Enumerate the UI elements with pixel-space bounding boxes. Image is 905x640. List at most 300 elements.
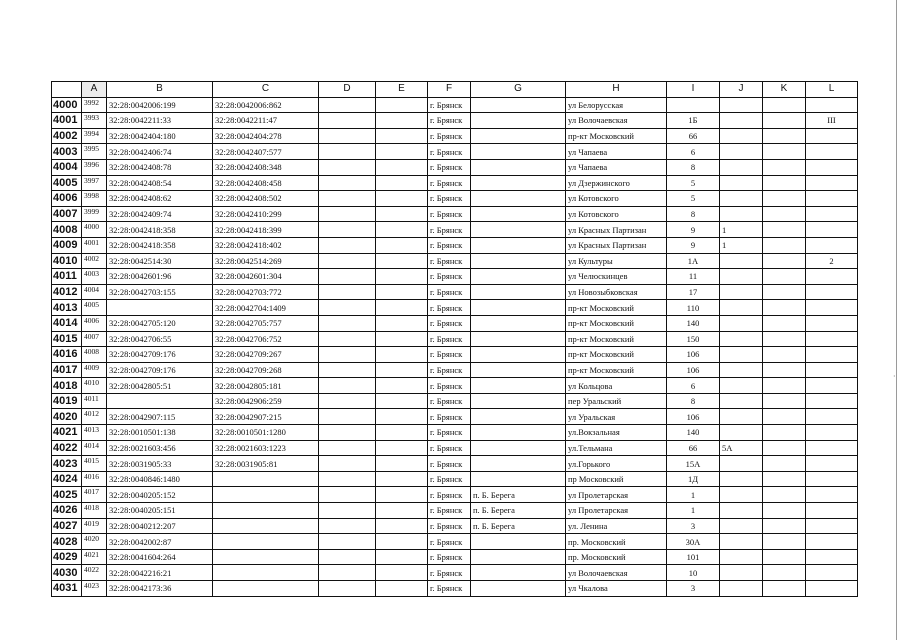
row-number[interactable]: 4029 xyxy=(52,549,82,565)
cell-c[interactable]: 32:28:0042601:304 xyxy=(213,269,319,285)
cell-l[interactable] xyxy=(806,425,858,441)
cell-d[interactable] xyxy=(319,269,376,285)
cell-h[interactable]: ул Белорусская xyxy=(566,97,667,113)
cell-c[interactable]: 32:28:0010501:1280 xyxy=(213,425,319,441)
cell-e[interactable] xyxy=(376,144,428,160)
cell-d[interactable] xyxy=(319,581,376,597)
cell-h[interactable]: ул Чапаева xyxy=(566,144,667,160)
row-number[interactable]: 4026 xyxy=(52,503,82,519)
cell-f[interactable]: г. Брянск xyxy=(428,128,471,144)
cell-l[interactable] xyxy=(806,284,858,300)
cell-c[interactable]: 32:28:0042906:259 xyxy=(213,393,319,409)
cell-f[interactable]: г. Брянск xyxy=(428,362,471,378)
column-header-h[interactable]: H xyxy=(566,82,667,98)
cell-j[interactable] xyxy=(720,409,763,425)
cell-b[interactable]: 32:28:0042216:21 xyxy=(107,565,213,581)
cell-j[interactable] xyxy=(720,331,763,347)
cell-k[interactable] xyxy=(763,393,806,409)
cell-h[interactable]: ул.Вокзальная xyxy=(566,425,667,441)
cell-l[interactable] xyxy=(806,237,858,253)
cell-f[interactable]: г. Брянск xyxy=(428,409,471,425)
cell-f[interactable]: г. Брянск xyxy=(428,300,471,316)
cell-j[interactable] xyxy=(720,378,763,394)
cell-d[interactable] xyxy=(319,237,376,253)
cell-l[interactable] xyxy=(806,97,858,113)
cell-e[interactable] xyxy=(376,425,428,441)
select-all-corner[interactable] xyxy=(52,82,82,98)
cell-c[interactable] xyxy=(213,518,319,534)
cell-j[interactable] xyxy=(720,191,763,207)
cell-l[interactable] xyxy=(806,362,858,378)
cell-k[interactable] xyxy=(763,534,806,550)
cell-g[interactable] xyxy=(471,425,566,441)
cell-k[interactable] xyxy=(763,113,806,129)
row-number[interactable]: 4031 xyxy=(52,581,82,597)
cell-e[interactable] xyxy=(376,206,428,222)
cell-d[interactable] xyxy=(319,253,376,269)
cell-j[interactable] xyxy=(720,315,763,331)
cell-b[interactable]: 32:28:0040846:1480 xyxy=(107,471,213,487)
cell-h[interactable]: пр Московский xyxy=(566,471,667,487)
cell-d[interactable] xyxy=(319,518,376,534)
cell-i[interactable]: 110 xyxy=(667,300,720,316)
cell-h[interactable]: пр. Московский xyxy=(566,534,667,550)
cell-k[interactable] xyxy=(763,269,806,285)
cell-k[interactable] xyxy=(763,300,806,316)
cell-g[interactable] xyxy=(471,206,566,222)
cell-f[interactable]: г. Брянск xyxy=(428,315,471,331)
cell-l[interactable] xyxy=(806,456,858,472)
cell-i[interactable]: 1Д xyxy=(667,471,720,487)
cell-a[interactable]: 4007 xyxy=(82,331,107,347)
cell-h[interactable]: ул Челюскинцев xyxy=(566,269,667,285)
cell-l[interactable]: 2 xyxy=(806,253,858,269)
cell-e[interactable] xyxy=(376,549,428,565)
cell-f[interactable]: г. Брянск xyxy=(428,113,471,129)
cell-j[interactable] xyxy=(720,269,763,285)
cell-c[interactable]: 32:28:0042805:181 xyxy=(213,378,319,394)
cell-i[interactable]: 1Б xyxy=(667,113,720,129)
cell-j[interactable] xyxy=(720,581,763,597)
cell-b[interactable] xyxy=(107,393,213,409)
cell-b[interactable]: 32:28:0042002:87 xyxy=(107,534,213,550)
cell-i[interactable]: 6 xyxy=(667,144,720,160)
cell-e[interactable] xyxy=(376,315,428,331)
cell-j[interactable] xyxy=(720,300,763,316)
cell-c[interactable]: 32:28:0042407:577 xyxy=(213,144,319,160)
cell-a[interactable]: 4004 xyxy=(82,284,107,300)
row-number[interactable]: 4020 xyxy=(52,409,82,425)
row-number[interactable]: 4009 xyxy=(52,237,82,253)
cell-b[interactable]: 32:28:0042709:176 xyxy=(107,362,213,378)
cell-j[interactable] xyxy=(720,284,763,300)
cell-f[interactable]: г. Брянск xyxy=(428,206,471,222)
row-number[interactable]: 4008 xyxy=(52,222,82,238)
cell-e[interactable] xyxy=(376,347,428,363)
cell-h[interactable]: ул Дзержинского xyxy=(566,175,667,191)
cell-d[interactable] xyxy=(319,471,376,487)
cell-h[interactable]: ул Красных Партизан xyxy=(566,222,667,238)
cell-i[interactable]: 8 xyxy=(667,206,720,222)
cell-g[interactable] xyxy=(471,97,566,113)
cell-g[interactable] xyxy=(471,347,566,363)
cell-d[interactable] xyxy=(319,487,376,503)
cell-j[interactable] xyxy=(720,159,763,175)
cell-a[interactable]: 3996 xyxy=(82,159,107,175)
row-number[interactable]: 4016 xyxy=(52,347,82,363)
column-header-i[interactable]: I xyxy=(667,82,720,98)
cell-g[interactable] xyxy=(471,534,566,550)
cell-k[interactable] xyxy=(763,191,806,207)
cell-j[interactable] xyxy=(720,253,763,269)
cell-g[interactable] xyxy=(471,362,566,378)
cell-c[interactable]: 32:28:0042709:268 xyxy=(213,362,319,378)
cell-b[interactable]: 32:28:0042404:180 xyxy=(107,128,213,144)
cell-i[interactable]: 1 xyxy=(667,503,720,519)
column-header-e[interactable]: E xyxy=(376,82,428,98)
cell-f[interactable]: г. Брянск xyxy=(428,440,471,456)
cell-k[interactable] xyxy=(763,456,806,472)
cell-f[interactable]: г. Брянск xyxy=(428,269,471,285)
row-number[interactable]: 4002 xyxy=(52,128,82,144)
cell-f[interactable]: г. Брянск xyxy=(428,534,471,550)
column-header-b[interactable]: B xyxy=(107,82,213,98)
cell-c[interactable]: 32:28:0042705:757 xyxy=(213,315,319,331)
row-number[interactable]: 4021 xyxy=(52,425,82,441)
cell-j[interactable] xyxy=(720,113,763,129)
cell-d[interactable] xyxy=(319,300,376,316)
cell-k[interactable] xyxy=(763,206,806,222)
cell-k[interactable] xyxy=(763,315,806,331)
cell-k[interactable] xyxy=(763,549,806,565)
cell-h[interactable]: ул Чапаева xyxy=(566,159,667,175)
cell-j[interactable] xyxy=(720,503,763,519)
cell-e[interactable] xyxy=(376,362,428,378)
cell-c[interactable]: 32:28:0042907:215 xyxy=(213,409,319,425)
row-number[interactable]: 4017 xyxy=(52,362,82,378)
cell-l[interactable] xyxy=(806,549,858,565)
cell-f[interactable]: г. Брянск xyxy=(428,331,471,347)
cell-d[interactable] xyxy=(319,534,376,550)
cell-c[interactable]: 32:28:0042418:399 xyxy=(213,222,319,238)
cell-d[interactable] xyxy=(319,456,376,472)
cell-e[interactable] xyxy=(376,284,428,300)
cell-d[interactable] xyxy=(319,331,376,347)
cell-i[interactable]: 9 xyxy=(667,222,720,238)
cell-l[interactable] xyxy=(806,175,858,191)
cell-f[interactable]: г. Брянск xyxy=(428,144,471,160)
cell-g[interactable] xyxy=(471,409,566,425)
row-number[interactable]: 4011 xyxy=(52,269,82,285)
cell-a[interactable]: 4020 xyxy=(82,534,107,550)
cell-g[interactable] xyxy=(471,144,566,160)
cell-i[interactable]: 66 xyxy=(667,440,720,456)
cell-l[interactable] xyxy=(806,159,858,175)
cell-c[interactable] xyxy=(213,549,319,565)
cell-h[interactable]: ул Волочаевская xyxy=(566,113,667,129)
cell-j[interactable] xyxy=(720,534,763,550)
cell-h[interactable]: ул Пролетарская xyxy=(566,503,667,519)
cell-e[interactable] xyxy=(376,534,428,550)
cell-b[interactable]: 32:28:0042709:176 xyxy=(107,347,213,363)
cell-b[interactable]: 32:28:0042706:55 xyxy=(107,331,213,347)
cell-b[interactable]: 32:28:0042907:115 xyxy=(107,409,213,425)
cell-a[interactable]: 4001 xyxy=(82,237,107,253)
cell-d[interactable] xyxy=(319,347,376,363)
cell-g[interactable] xyxy=(471,440,566,456)
cell-a[interactable]: 3995 xyxy=(82,144,107,160)
cell-d[interactable] xyxy=(319,425,376,441)
cell-l[interactable] xyxy=(806,128,858,144)
cell-f[interactable]: г. Брянск xyxy=(428,581,471,597)
cell-l[interactable] xyxy=(806,534,858,550)
cell-f[interactable]: г. Брянск xyxy=(428,503,471,519)
cell-h[interactable]: пр-кт Московский xyxy=(566,347,667,363)
cell-l[interactable] xyxy=(806,471,858,487)
cell-g[interactable] xyxy=(471,159,566,175)
cell-a[interactable]: 3994 xyxy=(82,128,107,144)
row-number[interactable]: 4019 xyxy=(52,393,82,409)
column-header-a[interactable]: A xyxy=(82,82,107,98)
cell-b[interactable]: 32:28:0042418:358 xyxy=(107,222,213,238)
column-header-f[interactable]: F xyxy=(428,82,471,98)
cell-d[interactable] xyxy=(319,128,376,144)
cell-d[interactable] xyxy=(319,113,376,129)
cell-c[interactable]: 32:28:0042408:348 xyxy=(213,159,319,175)
cell-k[interactable] xyxy=(763,440,806,456)
cell-c[interactable]: 32:28:0042418:402 xyxy=(213,237,319,253)
cell-d[interactable] xyxy=(319,175,376,191)
cell-j[interactable] xyxy=(720,425,763,441)
cell-i[interactable]: 30А xyxy=(667,534,720,550)
cell-k[interactable] xyxy=(763,471,806,487)
row-number[interactable]: 4001 xyxy=(52,113,82,129)
cell-h[interactable]: ул Уральская xyxy=(566,409,667,425)
cell-l[interactable] xyxy=(806,409,858,425)
cell-h[interactable]: ул Пролетарская xyxy=(566,487,667,503)
cell-b[interactable] xyxy=(107,300,213,316)
cell-a[interactable]: 3999 xyxy=(82,206,107,222)
cell-b[interactable]: 32:28:0042211:33 xyxy=(107,113,213,129)
cell-a[interactable]: 4014 xyxy=(82,440,107,456)
cell-a[interactable]: 3993 xyxy=(82,113,107,129)
cell-b[interactable]: 32:28:0042805:51 xyxy=(107,378,213,394)
cell-c[interactable]: 32:28:0042410:299 xyxy=(213,206,319,222)
cell-i[interactable]: 106 xyxy=(667,362,720,378)
cell-k[interactable] xyxy=(763,97,806,113)
cell-j[interactable] xyxy=(720,347,763,363)
cell-f[interactable]: г. Брянск xyxy=(428,518,471,534)
cell-f[interactable]: г. Брянск xyxy=(428,471,471,487)
row-number[interactable]: 4024 xyxy=(52,471,82,487)
cell-j[interactable] xyxy=(720,206,763,222)
cell-f[interactable]: г. Брянск xyxy=(428,237,471,253)
cell-i[interactable]: 11 xyxy=(667,269,720,285)
cell-g[interactable] xyxy=(471,175,566,191)
row-number[interactable]: 4028 xyxy=(52,534,82,550)
row-number[interactable]: 4018 xyxy=(52,378,82,394)
row-number[interactable]: 4010 xyxy=(52,253,82,269)
cell-e[interactable] xyxy=(376,409,428,425)
cell-c[interactable]: 32:28:0042703:772 xyxy=(213,284,319,300)
cell-j[interactable] xyxy=(720,565,763,581)
cell-g[interactable] xyxy=(471,113,566,129)
cell-b[interactable]: 32:28:0021603:456 xyxy=(107,440,213,456)
cell-k[interactable] xyxy=(763,518,806,534)
cell-h[interactable]: ул Культуры xyxy=(566,253,667,269)
cell-i[interactable]: 6 xyxy=(667,378,720,394)
cell-c[interactable]: 32:28:0042514:269 xyxy=(213,253,319,269)
cell-c[interactable] xyxy=(213,581,319,597)
cell-g[interactable] xyxy=(471,128,566,144)
cell-j[interactable]: 1 xyxy=(720,222,763,238)
cell-b[interactable]: 32:28:0042601:96 xyxy=(107,269,213,285)
cell-j[interactable] xyxy=(720,144,763,160)
cell-f[interactable]: г. Брянск xyxy=(428,159,471,175)
cell-l[interactable] xyxy=(806,331,858,347)
cell-c[interactable]: 32:28:0042408:458 xyxy=(213,175,319,191)
cell-b[interactable]: 32:28:0040212:207 xyxy=(107,518,213,534)
cell-c[interactable] xyxy=(213,487,319,503)
cell-b[interactable]: 32:28:0041604:264 xyxy=(107,549,213,565)
cell-a[interactable]: 4003 xyxy=(82,269,107,285)
cell-d[interactable] xyxy=(319,284,376,300)
cell-g[interactable]: п. Б. Берега xyxy=(471,518,566,534)
cell-e[interactable] xyxy=(376,440,428,456)
cell-e[interactable] xyxy=(376,97,428,113)
cell-b[interactable]: 32:28:0040205:151 xyxy=(107,503,213,519)
row-number[interactable]: 4007 xyxy=(52,206,82,222)
cell-j[interactable] xyxy=(720,487,763,503)
cell-e[interactable] xyxy=(376,471,428,487)
cell-a[interactable]: 4015 xyxy=(82,456,107,472)
cell-h[interactable]: пр-кт Московский xyxy=(566,331,667,347)
cell-a[interactable]: 4008 xyxy=(82,347,107,363)
cell-e[interactable] xyxy=(376,175,428,191)
cell-l[interactable] xyxy=(806,581,858,597)
cell-a[interactable]: 4011 xyxy=(82,393,107,409)
cell-f[interactable]: г. Брянск xyxy=(428,253,471,269)
cell-c[interactable]: 32:28:0021603:1223 xyxy=(213,440,319,456)
cell-k[interactable] xyxy=(763,331,806,347)
cell-d[interactable] xyxy=(319,97,376,113)
cell-a[interactable]: 4010 xyxy=(82,378,107,394)
cell-k[interactable] xyxy=(763,581,806,597)
cell-j[interactable]: 5А xyxy=(720,440,763,456)
cell-b[interactable]: 32:28:0042173:36 xyxy=(107,581,213,597)
cell-i[interactable]: 66 xyxy=(667,128,720,144)
cell-k[interactable] xyxy=(763,284,806,300)
column-header-l[interactable]: L xyxy=(806,82,858,98)
cell-j[interactable] xyxy=(720,518,763,534)
row-number[interactable]: 4006 xyxy=(52,191,82,207)
cell-g[interactable] xyxy=(471,300,566,316)
cell-l[interactable] xyxy=(806,393,858,409)
cell-a[interactable]: 4000 xyxy=(82,222,107,238)
cell-l[interactable] xyxy=(806,206,858,222)
cell-b[interactable]: 32:28:0040205:152 xyxy=(107,487,213,503)
cell-g[interactable] xyxy=(471,315,566,331)
cell-b[interactable]: 32:28:0031905:33 xyxy=(107,456,213,472)
cell-b[interactable]: 32:28:0042006:199 xyxy=(107,97,213,113)
cell-c[interactable]: 32:28:0042709:267 xyxy=(213,347,319,363)
cell-f[interactable]: г. Брянск xyxy=(428,549,471,565)
cell-k[interactable] xyxy=(763,409,806,425)
cell-l[interactable] xyxy=(806,315,858,331)
cell-h[interactable]: пр-кт Московский xyxy=(566,300,667,316)
cell-j[interactable] xyxy=(720,456,763,472)
cell-a[interactable]: 4023 xyxy=(82,581,107,597)
cell-c[interactable]: 32:28:0042006:862 xyxy=(213,97,319,113)
column-header-g[interactable]: G xyxy=(471,82,566,98)
cell-a[interactable]: 4017 xyxy=(82,487,107,503)
cell-a[interactable]: 4006 xyxy=(82,315,107,331)
cell-j[interactable] xyxy=(720,128,763,144)
cell-h[interactable]: ул Котовского xyxy=(566,191,667,207)
cell-c[interactable]: 32:28:0042211:47 xyxy=(213,113,319,129)
cell-g[interactable] xyxy=(471,581,566,597)
cell-b[interactable]: 32:28:0042406:74 xyxy=(107,144,213,160)
cell-c[interactable] xyxy=(213,534,319,550)
cell-d[interactable] xyxy=(319,362,376,378)
cell-e[interactable] xyxy=(376,269,428,285)
cell-g[interactable] xyxy=(471,237,566,253)
cell-e[interactable] xyxy=(376,487,428,503)
cell-h[interactable]: пр-кт Московский xyxy=(566,315,667,331)
cell-k[interactable] xyxy=(763,222,806,238)
cell-f[interactable]: г. Брянск xyxy=(428,487,471,503)
cell-d[interactable] xyxy=(319,222,376,238)
cell-h[interactable]: ул Волочаевская xyxy=(566,565,667,581)
cell-k[interactable] xyxy=(763,503,806,519)
cell-i[interactable]: 140 xyxy=(667,315,720,331)
cell-a[interactable]: 3997 xyxy=(82,175,107,191)
cell-l[interactable] xyxy=(806,191,858,207)
cell-h[interactable]: ул Новозыбковская xyxy=(566,284,667,300)
cell-k[interactable] xyxy=(763,237,806,253)
cell-g[interactable] xyxy=(471,269,566,285)
cell-d[interactable] xyxy=(319,159,376,175)
cell-h[interactable]: ул.Тельмана xyxy=(566,440,667,456)
cell-b[interactable]: 32:28:0042408:78 xyxy=(107,159,213,175)
cell-l[interactable] xyxy=(806,503,858,519)
row-number[interactable]: 4013 xyxy=(52,300,82,316)
row-number[interactable]: 4027 xyxy=(52,518,82,534)
cell-g[interactable] xyxy=(471,456,566,472)
cell-i[interactable]: 9 xyxy=(667,237,720,253)
cell-d[interactable] xyxy=(319,191,376,207)
cell-b[interactable]: 32:28:0042418:358 xyxy=(107,237,213,253)
cell-c[interactable]: 32:28:0042404:278 xyxy=(213,128,319,144)
cell-h[interactable]: ул Кольцова xyxy=(566,378,667,394)
cell-j[interactable] xyxy=(720,549,763,565)
cell-i[interactable]: 101 xyxy=(667,549,720,565)
cell-e[interactable] xyxy=(376,393,428,409)
cell-h[interactable]: ул Чкалова xyxy=(566,581,667,597)
cell-i[interactable]: 8 xyxy=(667,159,720,175)
cell-c[interactable]: 32:28:0042706:752 xyxy=(213,331,319,347)
cell-l[interactable]: III xyxy=(806,113,858,129)
cell-f[interactable]: г. Брянск xyxy=(428,565,471,581)
cell-e[interactable] xyxy=(376,128,428,144)
cell-g[interactable]: п. Б. Берега xyxy=(471,503,566,519)
cell-d[interactable] xyxy=(319,393,376,409)
cell-e[interactable] xyxy=(376,253,428,269)
cell-g[interactable] xyxy=(471,378,566,394)
cell-f[interactable]: г. Брянск xyxy=(428,191,471,207)
cell-d[interactable] xyxy=(319,565,376,581)
cell-k[interactable] xyxy=(763,159,806,175)
